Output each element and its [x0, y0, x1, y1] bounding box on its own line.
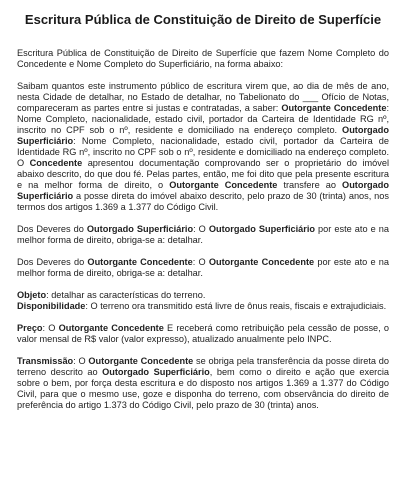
preco-paragraph	[17, 323, 389, 345]
document-title: Escritura Pública de Constituição de Direito de Superfície	[24, 12, 382, 27]
outorgado-superficiario-label: Outorgado Superficiário	[17, 125, 389, 146]
preco-concedente-label: Outorgante Concedente	[58, 323, 164, 333]
intro-paragraph: Escritura Pública de Constituição de Direito de Superfície que fazem Nome Completo do Concedente e Nome Completo do Superficiário, na forma abaixo:	[17, 48, 389, 69]
objeto-text: : detalhar as características do terreno.	[46, 290, 206, 300]
preco-text-2: E receberá como retribuição pela cessão de posse, o valor mensal de R$ valor (valor expresso), atualizado anualmente pelo INPC.	[17, 323, 389, 344]
deveres-concedente-text-3: por este ato e na melhor forma de direito, obriga-se a: detalhar.	[17, 257, 389, 278]
concedente-label: Concedente	[29, 158, 83, 168]
outorgante-concedente-label: Outorgante Concedente	[281, 103, 387, 113]
transmissao-text-3: , bem como o direito e ação que exercia sobre o bem, por força desta escritura e do disposto nos artigos 1.369 a 1.377 do Código Civil, para que o mesmo use, goze e disponha do terreno, com observância do direito de preferência do artigo 1.373 do Código Civil, pelo prazo de 30 (trinta) anos.	[17, 367, 389, 410]
objeto-label: Objeto	[17, 290, 47, 300]
deveres-text-2: : O	[193, 224, 209, 234]
transmissao-text-2: se obriga pela transferência da posse direta do terreno descrito ao	[17, 356, 389, 377]
preco-text-1: : O	[42, 323, 59, 333]
outorgado-superficiario-label-2: Outorgado Superficiário	[17, 180, 389, 201]
transmissao-superficiario-label: Outorgado Superficiário	[102, 367, 210, 377]
transmissao-concedente-label: Outorgante Concedente	[88, 356, 194, 366]
deveres-superficiario-paragraph	[17, 224, 389, 246]
disponibilidade-text: : O terreno ora transmitido está livre de ônus reais, fiscais e extrajudiciais.	[85, 301, 387, 311]
deveres-concedente-paragraph	[17, 257, 389, 279]
objeto-paragraph	[17, 290, 389, 301]
disponibilidade-label: Disponibilidade	[17, 301, 86, 311]
deveres-concedente-text-2: : O	[192, 257, 209, 267]
outorgante-concedente-label-2: Outorgante Concedente	[169, 180, 278, 190]
deveres-concedente-text-1: Dos Deveres do	[17, 257, 88, 267]
deveres-text-1: Dos Deveres do	[17, 224, 87, 234]
disponibilidade-paragraph	[17, 301, 389, 312]
parties-text-3: : Nome Completo, nacionalidade, estado civil, portador da Carteira de Identidade RG nº, inscrito no CPF sob o nº, residente e domiciliado na endereço completo. O	[17, 136, 389, 168]
parties-text-1: Saibam quantos este instrumento público de escritura virem que, ao dia de mês de ano, nesta Cidade de detalhar, no Estado de detalhar, no Tabelionato do ___ Ofício de Notas, compareceram as partes entre si justas e contratadas, a saber:	[17, 81, 389, 113]
deveres-superficiario-label: Outorgado Superficiário	[86, 224, 194, 234]
parties-paragraph	[17, 81, 389, 213]
parties-text-5: transfere ao	[277, 180, 343, 190]
parties-text-4: apresentou documentação comprovando ser o proprietário do imóvel abaixo descrito, do que dou fé. Pelas partes, então, me foi dito que pela presente escritura e na melhor forma de direito, o	[17, 158, 389, 190]
transmissao-paragraph	[17, 356, 389, 411]
deveres-concedente-label: Outorgante Concedente	[87, 257, 193, 267]
preco-label: Preço	[17, 323, 43, 333]
transmissao-text-1: : O	[73, 356, 89, 366]
deveres-text-3: por este ato e na melhor forma de direito, obriga-se a: detalhar.	[17, 224, 389, 245]
parties-text-2: : Nome Completo, nacionalidade, estado civil, portador da Carteira de Identidade RG nº, inscrito no CPF sob o nº, residente e domiciliado na endereço completo.	[17, 103, 389, 135]
transmissao-label: Transmissão	[17, 356, 74, 366]
parties-text-6: a posse direta do imóvel abaixo descrito, pelo prazo de 30 (trinta) anos, nos termos dos artigos 1.369 a 1.377 do Código Civil.	[17, 191, 389, 212]
deveres-superficiario-label-2: Outorgado Superficiário	[208, 224, 316, 234]
deveres-concedente-label-2: Outorgante Concedente	[208, 257, 315, 267]
